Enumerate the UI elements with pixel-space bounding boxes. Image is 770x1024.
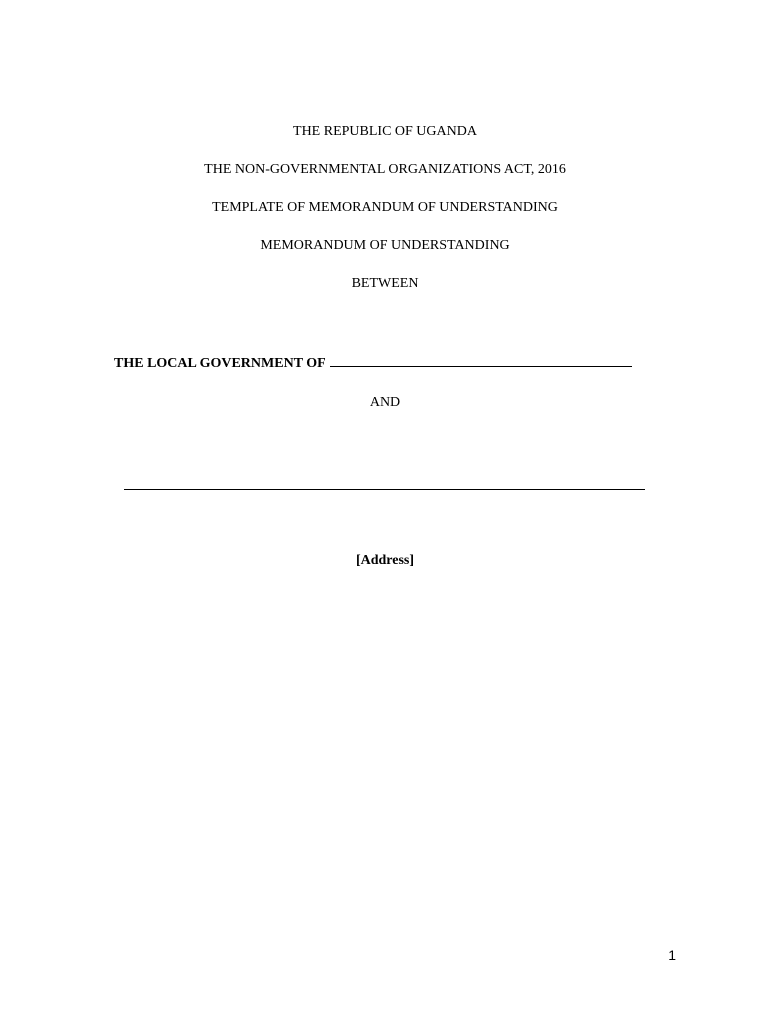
party-one-blank bbox=[330, 352, 632, 367]
page-number: 1 bbox=[668, 947, 676, 963]
party-one-line bbox=[114, 352, 632, 373]
heading-republic: THE REPUBLIC OF UGANDA bbox=[293, 124, 477, 139]
heading-act: THE NON-GOVERNMENTAL ORGANIZATIONS ACT, 2016 bbox=[204, 162, 566, 177]
address-placeholder: [Address] bbox=[355, 553, 415, 568]
conjunction-and: AND bbox=[369, 395, 401, 410]
party-two-blank-rule bbox=[124, 489, 645, 490]
heading-template: TEMPLATE OF MEMORANDUM OF UNDERSTANDING bbox=[212, 200, 558, 215]
heading-between: BETWEEN bbox=[351, 276, 419, 291]
party-one-label: THE LOCAL GOVERNMENT OF bbox=[114, 356, 326, 371]
heading-mou: MEMORANDUM OF UNDERSTANDING bbox=[260, 238, 510, 253]
